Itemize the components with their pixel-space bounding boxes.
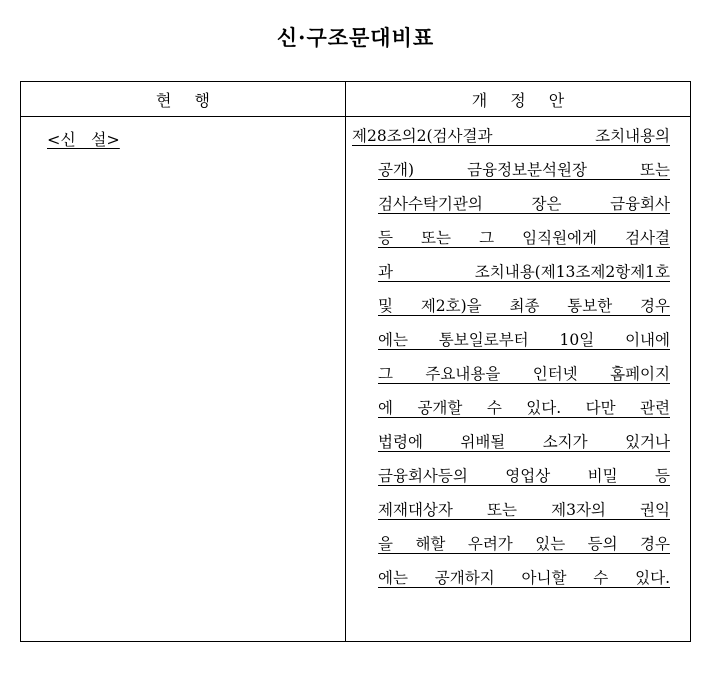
- current-cell: [21, 117, 346, 642]
- revised-line: 및 제2호)을 최종 통보한 경우: [378, 297, 670, 315]
- revised-line: 제28조의2(검사결과 조치내용의: [352, 127, 670, 145]
- revised-line: 에는 공개하지 아니할 수 있다.: [378, 569, 670, 587]
- revised-line: 에는 통보일로부터 10일 이내에: [378, 331, 670, 349]
- revised-cell: [346, 117, 691, 642]
- revised-line: 과 조치내용(제13조제2항제1호: [378, 263, 670, 281]
- revised-line: 공개) 금융정보분석원장 또는: [378, 161, 670, 179]
- header-revised: 개 정 안: [346, 82, 691, 117]
- revised-line: 검사수탁기관의 장은 금융회사: [378, 195, 670, 213]
- document-title: 신·구조문대비표: [276, 25, 435, 50]
- revised-line: 등 또는 그 임직원에게 검사결: [378, 229, 670, 247]
- table-row: [21, 117, 691, 642]
- table-header-row: [21, 82, 691, 117]
- revised-line: 제재대상자 또는 제3자의 권익: [378, 501, 670, 519]
- revised-line: 을 해할 우려가 있는 등의 경우: [378, 535, 670, 553]
- current-text-new-provision: <신 설>: [47, 130, 120, 149]
- revised-line: 그 주요내용을 인터넷 홈페이지: [378, 365, 670, 383]
- revised-line: 법령에 위배될 소지가 있거나: [378, 433, 670, 451]
- comparison-table: [20, 81, 691, 642]
- revised-line: 에 공개할 수 있다. 다만 관련: [378, 399, 670, 417]
- revised-line: 금융회사등의 영업상 비밀 등: [378, 467, 670, 485]
- header-current: 현 행: [21, 82, 346, 117]
